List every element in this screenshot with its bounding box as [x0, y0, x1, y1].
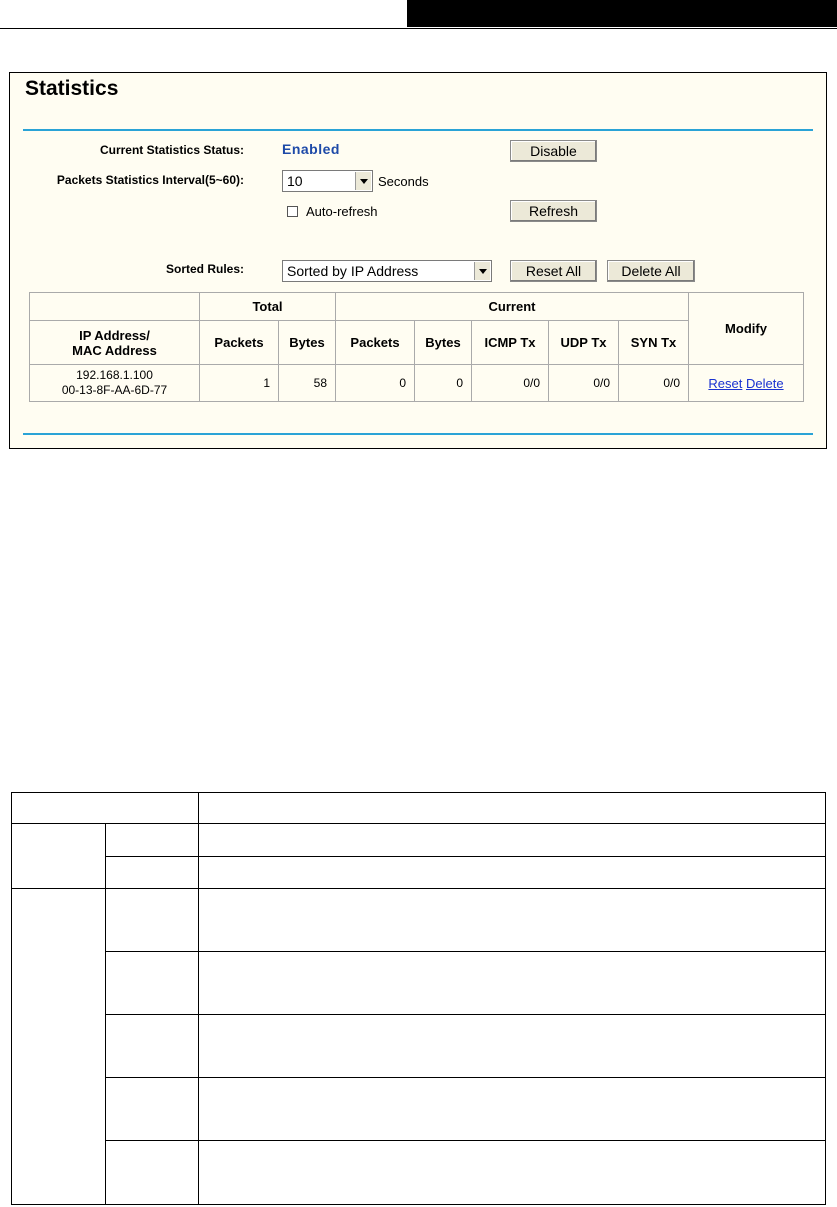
table-row [30, 365, 804, 402]
current-packets-header: Packets [336, 321, 415, 365]
udp-tx-cell: 0/0 [549, 365, 619, 402]
modify-header: Modify [689, 293, 804, 365]
interval-select-value: 10 [287, 173, 303, 189]
total-packets-cell: 1 [200, 365, 279, 402]
top-divider [23, 129, 813, 131]
mac-address: 00-13-8F-AA-6D-77 [61, 383, 168, 397]
auto-refresh-label: Auto-refresh [306, 204, 378, 219]
bottom-divider [23, 433, 813, 435]
address-header [30, 321, 200, 365]
address-cell [30, 365, 200, 402]
desc-cell [106, 1078, 199, 1141]
auto-refresh-checkbox[interactable] [287, 206, 298, 217]
icmp-tx-header: ICMP Tx [472, 321, 549, 365]
desc-row [12, 824, 826, 857]
total-bytes-header: Bytes [279, 321, 336, 365]
status-label: Current Statistics Status: [99, 143, 244, 157]
page-title: Statistics [25, 77, 119, 100]
delete-link[interactable]: Delete [746, 375, 784, 391]
current-group-header: Current [336, 293, 689, 321]
desc-cell [199, 793, 826, 824]
desc-cell [199, 889, 826, 952]
syn-tx-header: SYN Tx [619, 321, 689, 365]
desc-row [12, 857, 826, 889]
desc-cell [12, 793, 199, 824]
interval-label: Packets Statistics Interval(5~60): [56, 173, 244, 187]
statistics-panel [9, 72, 827, 449]
desc-cell [199, 1015, 826, 1078]
interval-unit: Seconds [378, 174, 429, 189]
status-value: Enabled [282, 141, 340, 157]
disable-button[interactable]: Disable [510, 140, 597, 162]
desc-row [12, 1141, 826, 1205]
sorted-rules-label: Sorted Rules: [165, 262, 244, 276]
udp-tx-header: UDP Tx [549, 321, 619, 365]
total-group-header: Total [200, 293, 336, 321]
desc-cell [106, 1141, 199, 1205]
desc-cell [199, 824, 826, 857]
header-rule [0, 28, 837, 29]
desc-cell [12, 824, 106, 889]
ip-address: 192.168.1.100 [76, 368, 153, 382]
desc-row [12, 793, 826, 824]
chevron-down-icon[interactable] [474, 262, 490, 280]
reset-link[interactable]: Reset [708, 375, 743, 391]
address-header-line2: MAC Address [72, 342, 157, 358]
statistics-table [29, 292, 804, 402]
desc-cell [106, 889, 199, 952]
desc-cell [106, 857, 199, 889]
sorted-rules-value: Sorted by IP Address [287, 263, 419, 279]
desc-cell [106, 952, 199, 1015]
desc-cell [106, 824, 199, 857]
desc-cell [199, 1141, 826, 1205]
table-column-header [30, 321, 804, 365]
desc-cell [199, 1078, 826, 1141]
desc-cell [106, 1015, 199, 1078]
blank-header-cell [30, 293, 200, 321]
syn-tx-cell: 0/0 [619, 365, 689, 402]
total-bytes-cell: 58 [279, 365, 336, 402]
current-bytes-header: Bytes [415, 321, 472, 365]
interval-select[interactable] [282, 170, 373, 192]
desc-row [12, 889, 826, 952]
header-black-bar [407, 0, 837, 27]
reset-all-button[interactable]: Reset All [510, 260, 597, 282]
sorted-rules-select[interactable] [282, 260, 492, 282]
chevron-down-icon[interactable] [355, 172, 371, 190]
desc-row [12, 952, 826, 1015]
modify-cell [689, 365, 804, 402]
description-table [11, 792, 826, 1205]
icmp-tx-cell: 0/0 [472, 365, 549, 402]
table-group-header [30, 293, 804, 321]
current-bytes-cell: 0 [415, 365, 472, 402]
desc-row [12, 1015, 826, 1078]
total-packets-header: Packets [200, 321, 279, 365]
desc-row [12, 1078, 826, 1141]
delete-all-button[interactable]: Delete All [607, 260, 695, 282]
current-packets-cell: 0 [336, 365, 415, 402]
desc-cell [199, 857, 826, 889]
address-header-line1: IP Address/ [79, 327, 150, 343]
desc-cell [199, 952, 826, 1015]
desc-cell [12, 889, 106, 1205]
refresh-button[interactable]: Refresh [510, 200, 597, 222]
